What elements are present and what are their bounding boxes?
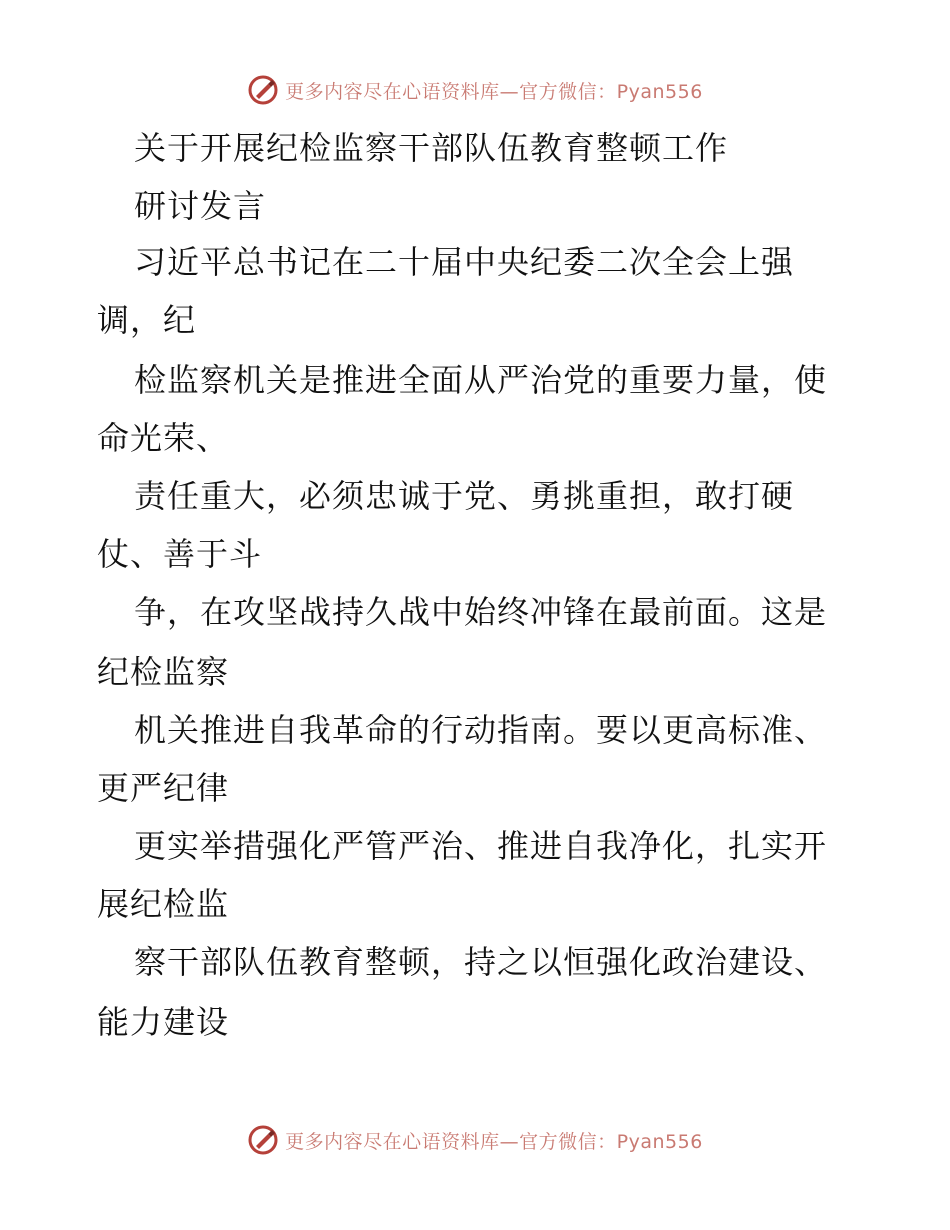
paragraph-line: 习近平总书记在二十届中央纪委二次全会上强	[134, 243, 795, 281]
paragraph-line: 察干部队伍教育整顿，持之以恒强化政治建设、	[134, 943, 828, 981]
brand-logo-icon	[247, 1124, 279, 1156]
document-title: 关于开展纪检监察干部队伍教育整顿工作	[134, 129, 729, 167]
paragraph-line: 更实举措强化严管严治、推进自我净化，扎实开	[134, 827, 828, 865]
brand-logo-icon	[247, 74, 279, 106]
paragraph-line: 纪检监察	[97, 653, 230, 691]
paragraph-line: 展纪检监	[97, 885, 230, 923]
paragraph-line: 能力建设	[97, 1003, 230, 1041]
paragraph-line: 检监察机关是推进全面从严治党的重要力量，使	[134, 361, 828, 399]
paragraph-line: 责任重大，必须忠诚于党、勇挑重担，敢打硬	[134, 477, 795, 515]
paragraph-line: 更严纪律	[97, 769, 230, 807]
watermark-text: 更多内容尽在心语资料库—官方微信：Pyan556	[285, 1130, 703, 1153]
watermark-header	[0, 70, 950, 110]
paragraph-line: 争，在攻坚战持久战中始终冲锋在最前面。这是	[134, 593, 828, 631]
document-subtitle: 研讨发言	[134, 187, 267, 225]
paragraph-line: 机关推进自我革命的行动指南。要以更高标准、	[134, 711, 828, 749]
paragraph-line: 仗、善于斗	[97, 535, 263, 573]
paragraph-line: 调，纪	[97, 301, 197, 339]
watermark-text: 更多内容尽在心语资料库—官方微信：Pyan556	[285, 80, 703, 103]
paragraph-line: 命光荣、	[97, 419, 230, 457]
watermark-footer	[0, 1120, 950, 1160]
